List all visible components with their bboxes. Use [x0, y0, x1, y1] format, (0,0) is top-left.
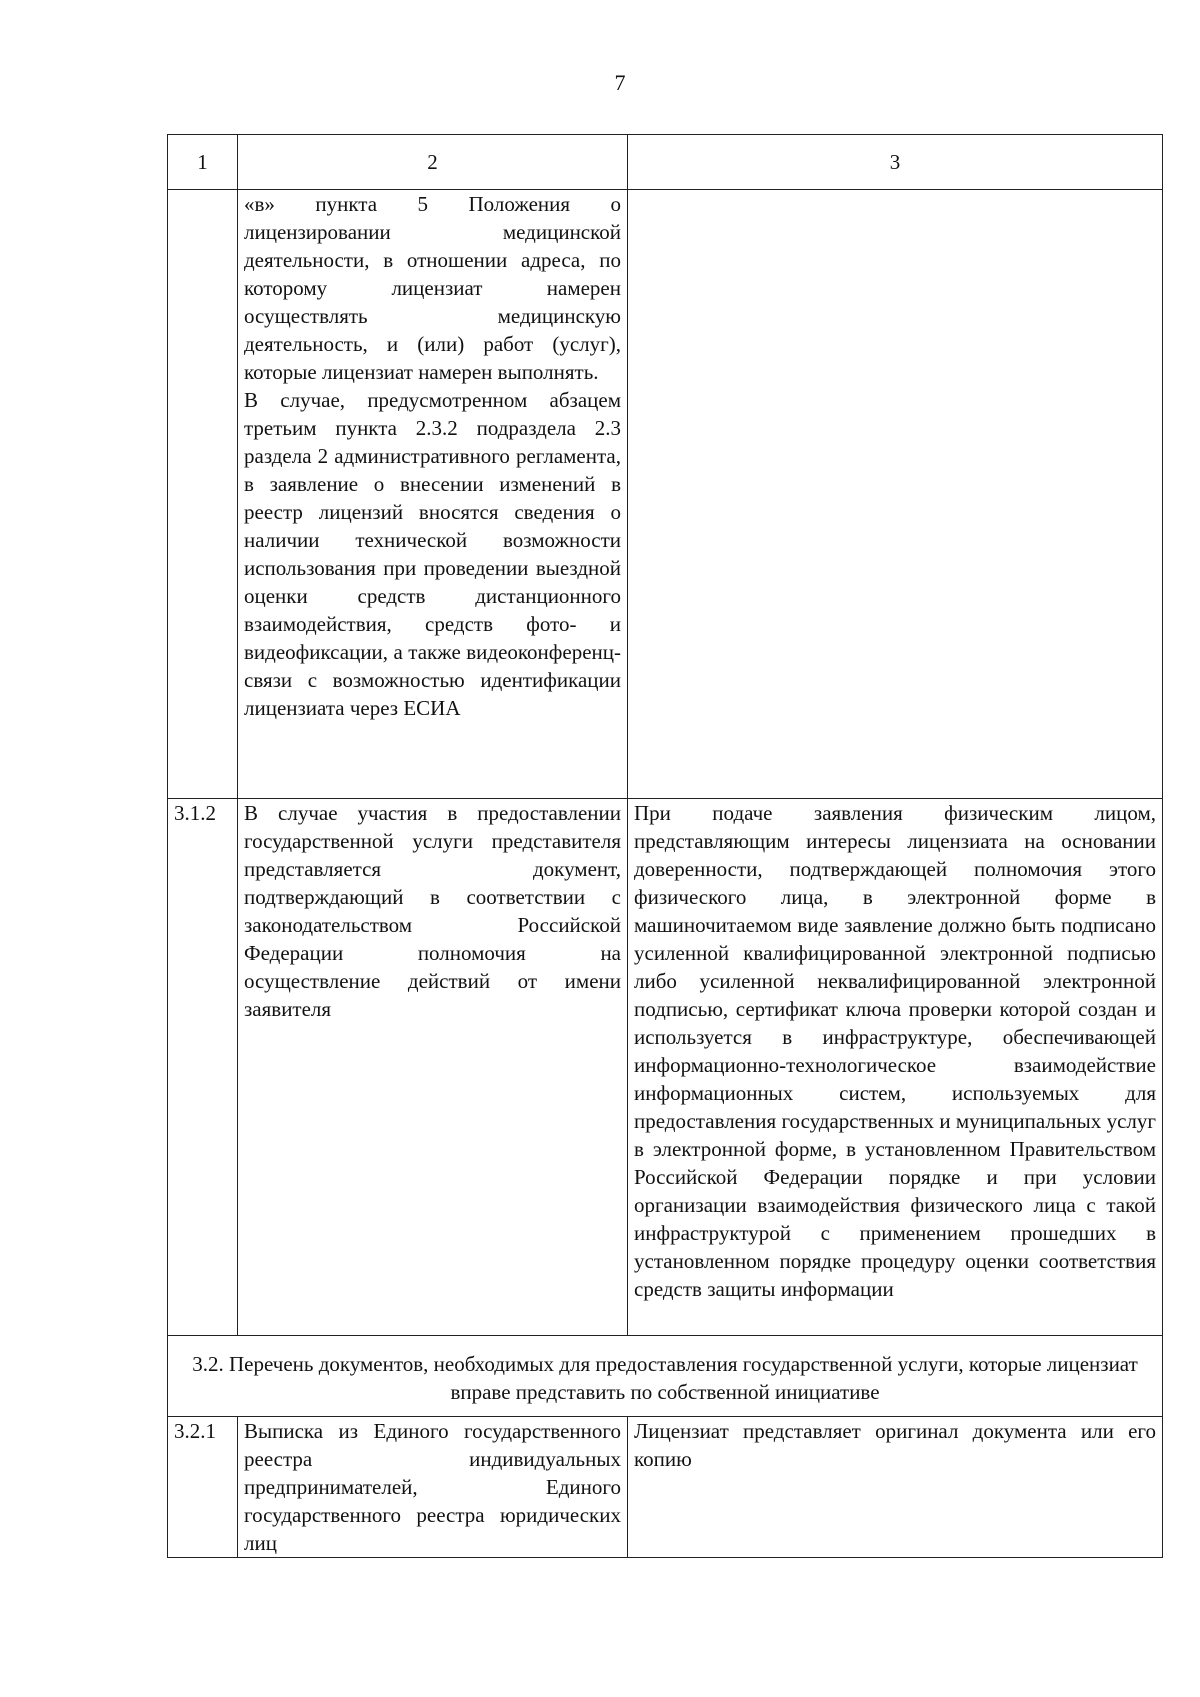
- header-cell-1: 1: [168, 135, 238, 190]
- page-number: 7: [614, 70, 626, 95]
- row-notes: Лицензиат представляет оригинал документа или его копию: [628, 1417, 1163, 1558]
- description-paragraph: В случае, предусмотренном абзацем третьим пункта 2.3.2 подраздела 2.3 раздела 2 административного регламента, в заявление о внесении изменений в реестр лицензий вносятся сведения о наличии технической возможности использования при проведении выездной оценки средств дистанционного взаимодействия, средств фото- и видеофиксации, а также видеоконференц-связи с возможностью идентификации лицензиата через ЕСИА: [244, 388, 621, 720]
- requirements-table: [167, 134, 1163, 1558]
- table-row: [168, 1417, 1163, 1558]
- row-description: В случае участия в предоставлении государственной услуги представителя представляется документ, подтверждающий в соответствии с законодательством Российской Федерации полномочия на осуществление действий от имени заявителя: [238, 799, 628, 1336]
- table-row: [168, 190, 1163, 799]
- row-number: 3.2.1: [168, 1417, 238, 1558]
- section-heading-row: [168, 1336, 1163, 1417]
- row-number: [168, 190, 238, 799]
- header-cell-2: 2: [238, 135, 628, 190]
- row-description: [238, 190, 628, 799]
- table-header-row: [168, 135, 1163, 190]
- description-paragraph: «в» пункта 5 Положения о лицензировании медицинской деятельности, в отношении адреса, по которому лицензиат намерен осуществлять медицинскую деятельность, и (или) работ (услуг), которые лицензиат намерен выполнять.: [244, 192, 621, 384]
- row-number: 3.1.2: [168, 799, 238, 1336]
- section-heading: 3.2. Перечень документов, необходимых для предоставления государственной услуги, которые лицензиат вправе представить по собственной инициативе: [168, 1336, 1163, 1417]
- row-notes: [628, 190, 1163, 799]
- row-description: Выписка из Единого государственного реестра индивидуальных предпринимателей, Единого государственного реестра юридических лиц: [238, 1417, 628, 1558]
- table-row: [168, 799, 1163, 1336]
- row-notes: При подаче заявления физическим лицом, представляющим интересы лицензиата на основании доверенности, подтверждающей полномочия этого физического лица, в электронной форме в машиночитаемом виде заявление должно быть подписано усиленной квалифицированной электронной подписью либо усиленной неквалифицированной электронной подписью, сертификат ключа проверки которой создан и используется в инфраструктуре, обеспечивающей информационно-технологическое взаимодействие информационных систем, используемых для предоставления государственных и муниципальных услуг в электронной форме, в установленном Правительством Российской Федерации порядке и при условии организации взаимодействия физического лица с такой инфраструктурой с применением прошедших в установленном порядке процедуру оценки соответствия средств защиты информации: [628, 799, 1163, 1336]
- header-cell-3: 3: [628, 135, 1163, 190]
